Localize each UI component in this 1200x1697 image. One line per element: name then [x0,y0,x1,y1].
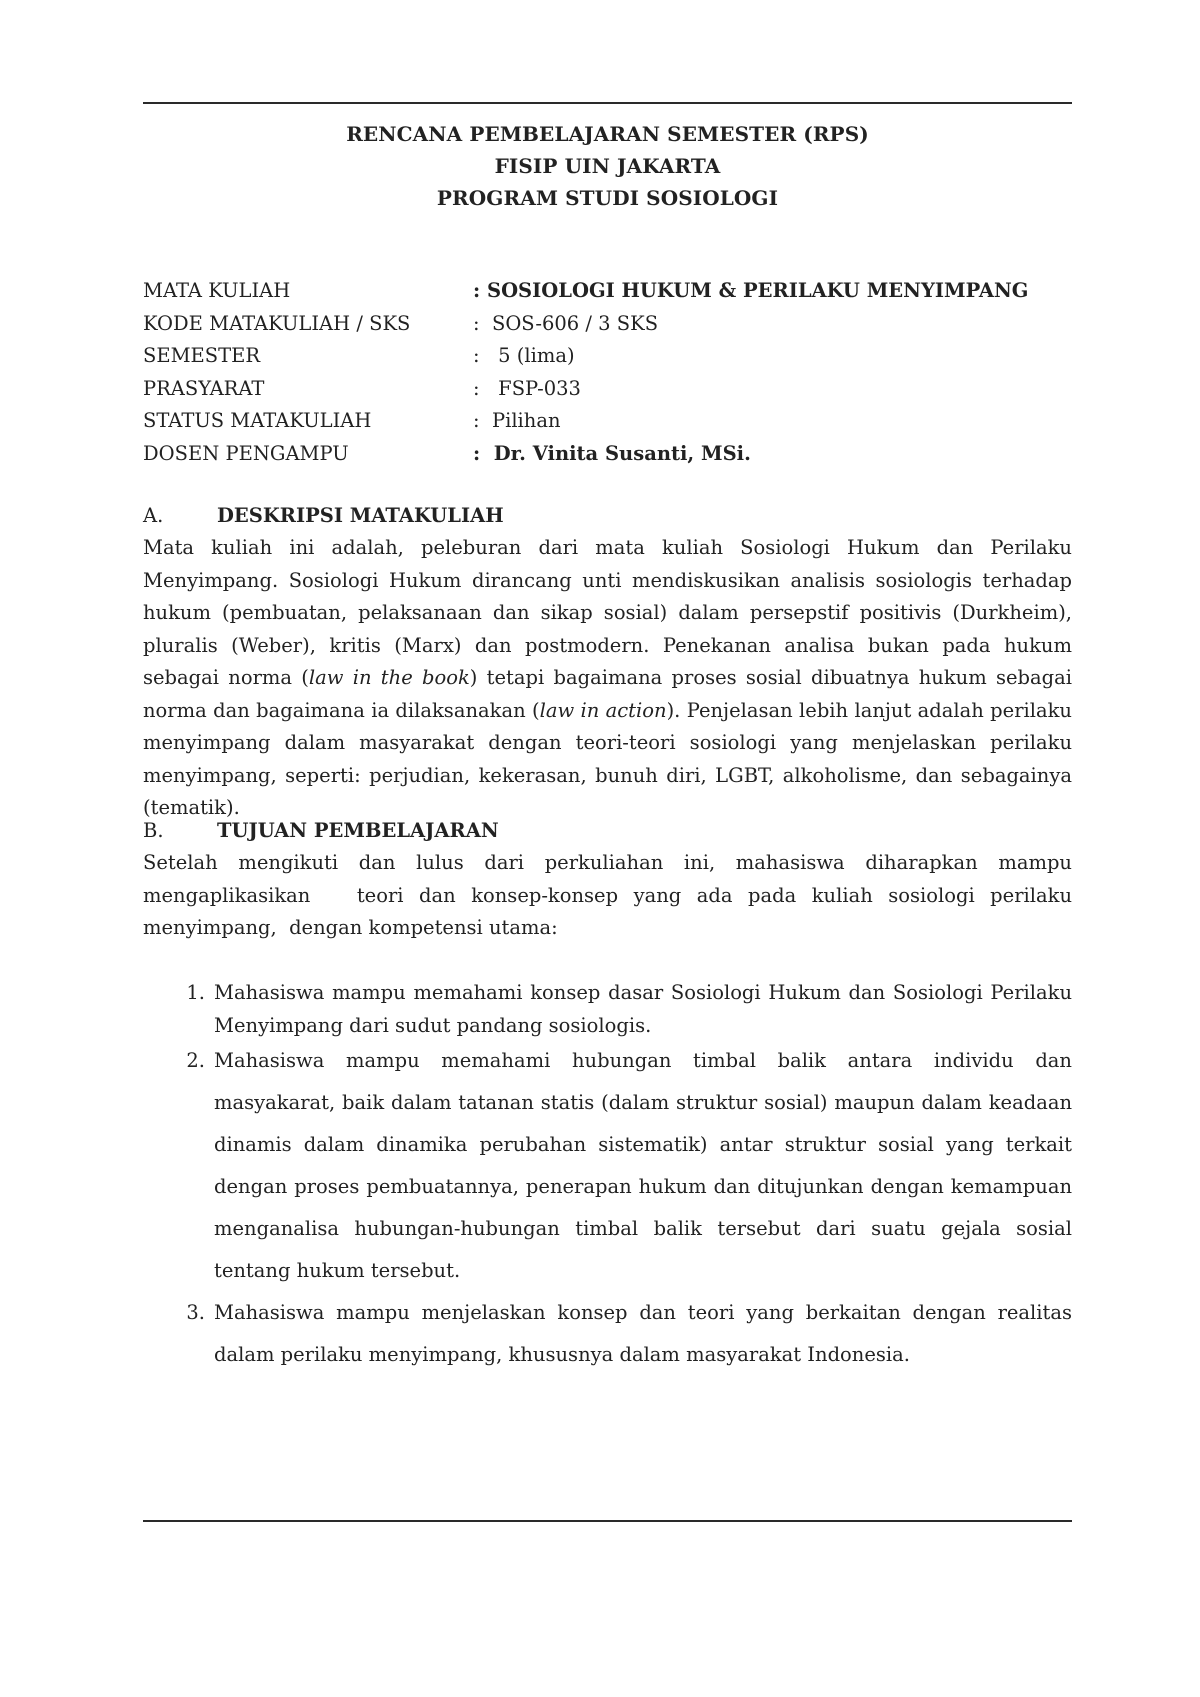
top-rule [143,102,1072,104]
list-item-number: 2. [186,1049,205,1072]
course-name-value: : SOSIOLOGI HUKUM & PERILAKU MENYIMPANG [473,279,1029,302]
list-item-text: Mahasiswa mampu memahami hubungan timbal balik antara individu dan masyakarat, baik dalam tatanan statis (dalam struktur sosial) maupun dalam keadaan dinamis dalam dinamika perubahan sistematik) antar struktur sosial yang terkait dengan proses pembuatannya, penerapan hukum dan ditujunkan dengan kemampuan menganalisa hubungan-hubungan timbal balik tersebut dari suatu gejala sosial tentang hukum tersebut. [214,1049,1072,1282]
semester-label: SEMESTER [143,344,261,367]
list-item-number: 1. [186,981,205,1004]
section-objectives [143,815,1079,945]
course-info [143,275,1072,470]
objectives-list [143,977,1072,1376]
course-code-label: KODE MATAKULIAH / SKS [143,311,411,335]
list-item-text: Mahasiswa mampu menjelaskan konsep dan teori yang berkaitan dengan realitas dalam perilaku menyimpang, khususnya dalam masyarakat Indonesia. [214,1301,1072,1366]
status-row [143,405,1072,438]
course-code-row [143,308,1072,341]
lecturer-label: DOSEN PENGAMPU [143,441,349,465]
section-b-title: TUJUAN PEMBELAJARAN [217,819,499,842]
document-header [143,118,1072,214]
section-a-letter: A. [143,504,164,527]
list-item [143,1040,1072,1292]
course-name-label: MATA KULIAH [143,279,291,302]
bottom-rule [143,1520,1072,1522]
objectives-intro: Setelah mengikuti dan lulus dari perkuliahan ini, mahasiswa diharapkan mampu mengaplikasikan teori dan konsep-konsep yang ada pada kuliah sosiologi perilaku menyimpang, dengan kompetensi utama: [143,851,1079,939]
description-italic-1: law in the book [308,666,470,689]
section-description [143,500,1072,825]
header-faculty: FISIP UIN JAKARTA [494,154,721,178]
section-b-letter: B. [143,819,164,842]
list-item [143,977,1072,1042]
section-b-heading [143,815,1072,847]
section-a-title: DESKRIPSI MATAKULIAH [217,504,504,527]
list-item-number: 3. [186,1301,205,1324]
prerequisite-label: PRASYARAT [143,376,265,400]
description-paragraph [143,532,1072,825]
lecturer-row [143,438,1072,471]
description-italic-2: law in action [539,698,667,722]
semester-value: : 5 (lima) [473,344,575,367]
prerequisite-row [143,373,1072,406]
header-program: PROGRAM STUDI SOSIOLOGI [436,186,779,210]
description-text-3: ). Penjelasan lebih lanjut adalah perilaku menyimpang dalam masyarakat dengan teori-teori sosiologi yang menjelaskan perilaku menyimpang, seperti: perjudian, kekerasan, bunuh diri, LGBT, alkoholisme, dan sebagainya (tematik). [143,698,1072,819]
list-item-text: Mahasiswa mampu memahami konsep dasar Sosiologi Hukum dan Sosiologi Perilaku Menyimpang dari sudut pandang sosiologis. [214,981,1072,1037]
course-code-value: : SOS-606 / 3 SKS [473,311,659,335]
course-name-row [143,275,1072,308]
lecturer-value: : Dr. Vinita Susanti, MSi. [473,441,751,465]
semester-row [143,340,1072,373]
section-a-heading [143,500,1072,532]
header-title: RENCANA PEMBELAJARAN SEMESTER (RPS) [346,122,869,146]
description-text-2: ) tetapi bagaimana proses sosial dibuatnya hukum sebagai norma dan bagaimana ia dilaksanakan ( [143,666,1072,722]
list-item [143,1292,1072,1376]
description-text-1: Mata kuliah ini adalah, peleburan dari mata kuliah Sosiologi Hukum dan Perilaku Menyimpang. Sosiologi Hukum dirancang unti mendiskusikan analisis sosiologis terhadap hukum (pembuatan, pelaksanaan dan sikap sosial) dalam persepstif positivis (Durkheim), pluralis (Weber), kritis (Marx) dan postmodern. Penekanan analisa bukan pada hukum sebagai norma ( [143,536,1072,689]
status-label: STATUS MATAKULIAH [143,409,372,432]
prerequisite-value: : FSP-033 [473,376,581,400]
status-value: : Pilihan [473,409,561,432]
